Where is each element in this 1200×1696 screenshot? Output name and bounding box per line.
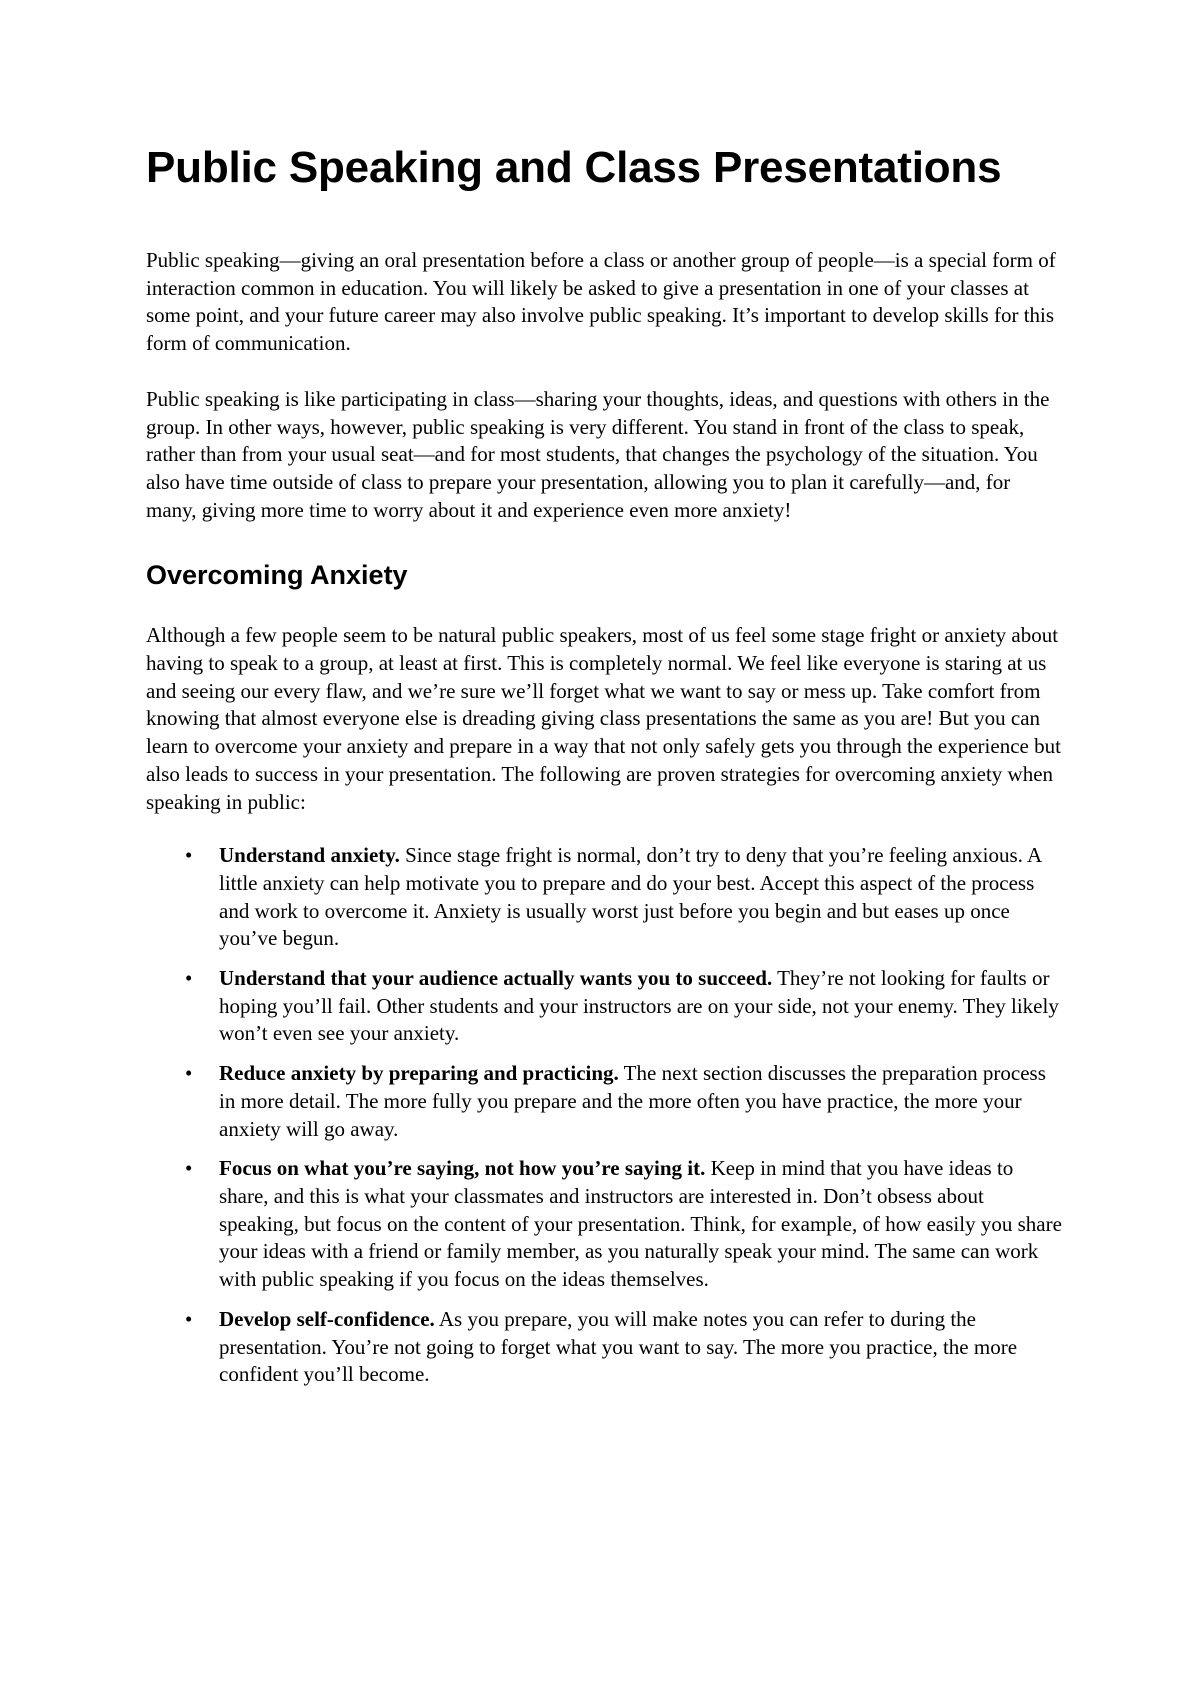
list-item-lead: Reduce anxiety by preparing and practicing. xyxy=(219,1061,619,1086)
bullet-icon: • xyxy=(185,843,193,868)
strategy-list xyxy=(146,842,1066,1389)
page-title: Public Speaking and Class Presentations xyxy=(146,143,1002,192)
section-heading: Overcoming Anxiety xyxy=(146,560,408,591)
list-item xyxy=(146,965,1066,1048)
section-paragraph: Although a few people seem to be natural public speakers, most of us feel some stage fright or anxiety about having to speak to a group, at least at first. This is completely normal. We feel like everyone is staring at us and seeing our every flaw, and we’re sure we’ll forget what we want to say or mess up. Take comfort from knowing that almost everyone else is dreading giving class presentations the same as you are! But you can learn to overcome your anxiety and prepare in a way that not only safely gets you through the experience but also leads to success in your presentation. The following are proven strategies for overcoming anxiety when speaking in public: xyxy=(146,623,1061,814)
list-item xyxy=(146,1155,1066,1294)
bullet-icon: • xyxy=(185,966,193,991)
list-item-text: As you prepare, you will make notes you can refer to during the presentation. You’re not going to forget what you want to say. The more you practice, the more confident you’ll become. xyxy=(219,1306,1018,1387)
bullet-icon: • xyxy=(185,1061,193,1086)
list-item xyxy=(146,842,1066,953)
list-item xyxy=(146,1060,1066,1143)
list-item-text: Since stage fright is normal, don’t try to deny that you’re feeling anxious. A little anxiety can help motivate you to prepare and do your best. Accept this aspect of the process and work to overcome it. Anxiety is usually worst just before you begin and but eases up once you’ve begun. xyxy=(219,843,1042,951)
intro-paragraph-2: Public speaking is like participating in class—sharing your thoughts, ideas, and questions with others in the group. In other ways, however, public speaking is very different. You stand in front of the class to speak, rather than from your usual seat—and for most students, that changes the psychology of the situation. You also have time outside of class to prepare your presentation, allowing you to plan it carefully—and, for many, giving more time to worry about it and experience even more anxiety! xyxy=(146,386,1050,522)
bullet-icon: • xyxy=(185,1156,193,1181)
list-item xyxy=(146,1306,1066,1389)
list-item-lead: Understand that your audience actually wants you to succeed. xyxy=(219,966,773,991)
document-page xyxy=(146,140,1066,1401)
list-item-text: Keep in mind that you have ideas to share, and this is what your classmates and instructors are interested in. Don’t obsess about speaking, but focus on the content of your presentation. Think, for example, of how easily you share your ideas with a friend or family member, as you naturally speak your mind. The same can work with public speaking if you focus on the ideas themselves. xyxy=(219,1156,1062,1292)
list-item-lead: Focus on what you’re saying, not how you’re saying it. xyxy=(219,1156,706,1181)
list-item-text: They’re not looking for faults or hoping you’ll fail. Other students and your instructors are on your side, not your enemy. They likely won’t even see your anxiety. xyxy=(219,966,1059,1046)
list-item-text: The next section discusses the preparation process in more detail. The more fully you prepare and the more often you have practice, the more your anxiety will go away. xyxy=(219,1061,1046,1141)
list-item-lead: Develop self-confidence. xyxy=(219,1306,435,1331)
bullet-icon: • xyxy=(185,1306,193,1331)
intro-paragraph-1: Public speaking—giving an oral presentation before a class or another group of people—is a special form of interaction common in education. You will likely be asked to give a presentation in one of your classes at some point, and your future career may also involve public speaking. It’s important to develop skills for this form of communication. xyxy=(146,248,1056,356)
list-item-lead: Understand anxiety. xyxy=(219,843,400,868)
